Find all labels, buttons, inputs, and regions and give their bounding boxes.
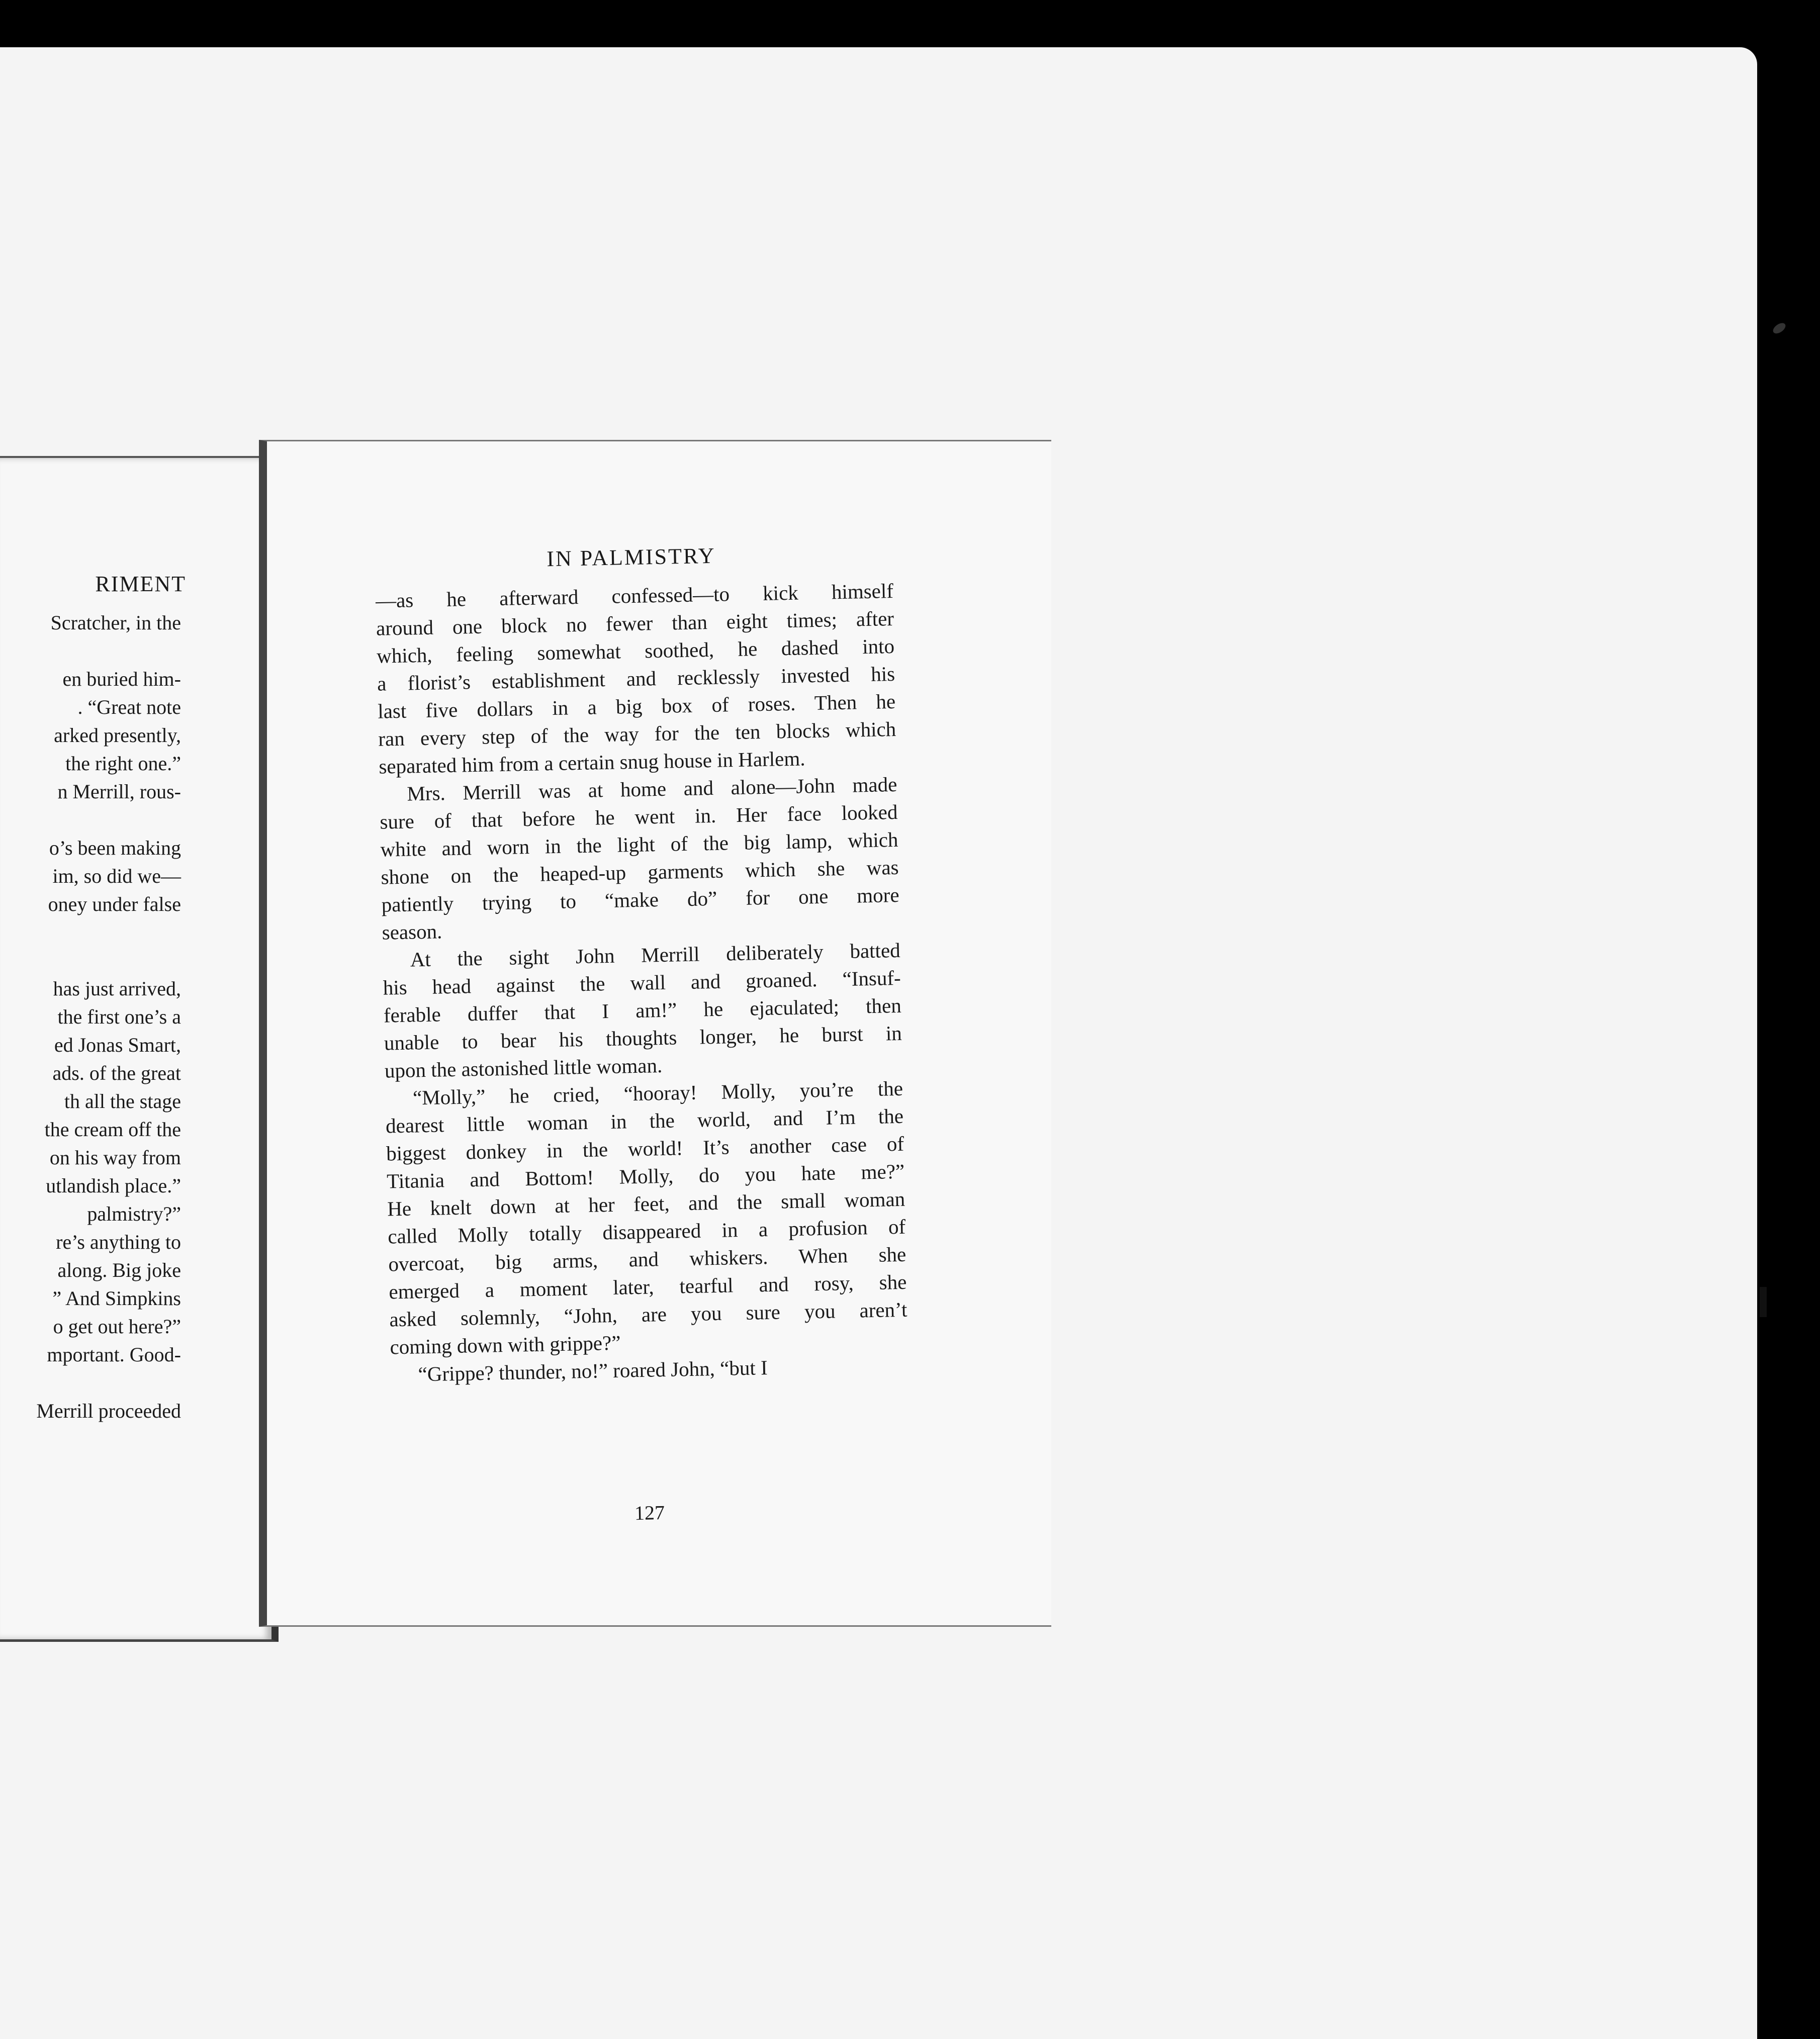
running-header: IN PALMISTRY: [546, 543, 716, 572]
left-page-line: the first one’s a: [57, 1005, 181, 1028]
text-line: patiently trying to “make do” for one more: [381, 883, 899, 916]
left-page-line: o get out here?”: [53, 1315, 181, 1338]
text-line: called Molly totally disappeared in a profusion of: [387, 1215, 906, 1248]
left-page-line: on his way from: [49, 1146, 181, 1169]
right-page: [259, 440, 1051, 1627]
scan-speck: [1771, 321, 1787, 335]
text-line: upon the astonished little woman.: [384, 1053, 663, 1082]
text-line: At the sight John Merrill deliberately batted: [410, 938, 901, 971]
left-page-line: utlandish place.”: [46, 1174, 181, 1197]
text-line: a florist’s establishment and recklessly invested his: [377, 662, 895, 695]
text-line: unable to bear his thoughts longer, he burst in: [384, 1021, 902, 1055]
page-number: 127: [634, 1501, 665, 1525]
left-page-line: im, so did we—: [52, 865, 181, 887]
left-page-line: ed Jonas Smart,: [54, 1034, 181, 1056]
left-page-line: the cream off the: [44, 1118, 181, 1141]
text-line: Mrs. Merrill was at home and alone—John made: [407, 772, 897, 805]
text-line: Titania and Bottom! Molly, do you hate me?”: [386, 1159, 905, 1193]
text-line: last five dollars in a big box of roses. Then he: [377, 689, 896, 723]
left-page-line: re’s anything to: [56, 1231, 181, 1253]
text-line: “Molly,” he cried, “hooray! Molly, you’re the: [412, 1076, 903, 1109]
text-line: season.: [382, 919, 442, 944]
left-page-content: [0, 458, 271, 1639]
text-line: which, feeling somewhat soothed, he dashed into: [376, 634, 895, 668]
left-page-line: mportant. Good-: [47, 1343, 181, 1366]
text-line: ferable duffer that I am!” he ejaculated; then: [383, 993, 902, 1027]
left-page-line: arked presently,: [54, 724, 181, 747]
left-page-line: . “Great note: [77, 696, 181, 718]
text-line: separated him from a certain snug house in Harlem.: [378, 747, 805, 778]
text-line: overcoat, big arms, and whiskers. When she: [388, 1242, 906, 1276]
left-page-line: ads. of the great: [52, 1062, 181, 1084]
left-page-line: oney under false: [48, 893, 181, 915]
left-page-line: Scratcher, in the: [50, 611, 181, 634]
text-line: dearest little woman in the world, and I’m the: [385, 1104, 904, 1138]
text-line: shone on the heaped-up garments which she was: [381, 855, 899, 889]
text-line: sure of that before he went in. Her face looked: [380, 800, 898, 833]
scan-mark: [1760, 1287, 1767, 1317]
text-line: —as he afterward confessed—to kick himself: [375, 579, 894, 612]
text-line: emerged a moment later, tearful and rosy, she: [389, 1270, 907, 1304]
left-page-line: along. Big joke: [57, 1259, 181, 1281]
text-line: asked solemnly, “John, are you sure you aren’t: [389, 1297, 907, 1331]
body-text: [376, 577, 908, 1388]
left-page-line: th all the stage: [64, 1090, 181, 1113]
text-line: white and worn in the light of the big lamp, which: [380, 827, 898, 861]
left-page-line: o’s been making: [49, 837, 181, 859]
left-page-line: n Merrill, rous-: [57, 780, 181, 803]
left-page-line: the right one.”: [65, 752, 181, 775]
text-line: ran every step of the way for the ten blocks which: [378, 717, 896, 751]
left-page-line: Merrill proceeded: [36, 1400, 181, 1422]
text-line: “Grippe? thunder, no!” roared John, “but I: [418, 1356, 768, 1386]
left-page-line: ” And Simpkins: [52, 1287, 181, 1310]
text-line: biggest donkey in the world! It’s another case of: [386, 1132, 904, 1165]
text-line: He knelt down at her feet, and the small woman: [387, 1187, 905, 1221]
text-line: his head against the wall and groaned. “Insuf-: [383, 966, 901, 999]
text-line: coming down with grippe?”: [390, 1331, 621, 1359]
left-running-header: RIMENT: [95, 572, 186, 596]
left-page: [0, 456, 279, 1642]
left-page-line: has just arrived,: [53, 977, 181, 1000]
left-page-line: palmistry?”: [87, 1202, 181, 1225]
right-page-content: [368, 440, 913, 1625]
left-page-line: en buried him-: [62, 668, 181, 690]
text-line: around one block no fewer than eight times; after: [376, 606, 894, 640]
